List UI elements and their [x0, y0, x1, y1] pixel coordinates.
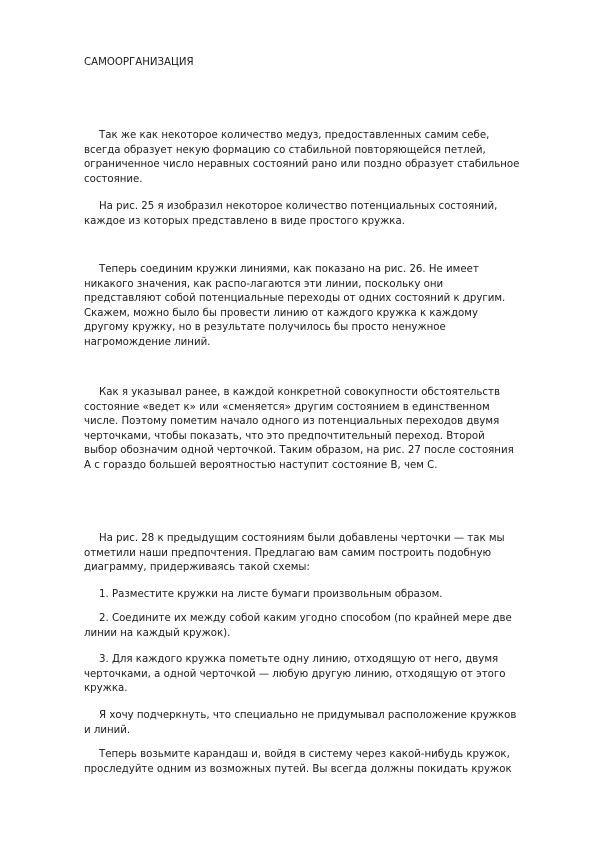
text-line: кружка.	[84, 683, 128, 694]
text-line: На рис. 25 я изобразил некоторое количество потенциальных состояний,	[99, 201, 498, 212]
text-line: Скажем, можно было бы провести линию от каждого кружка к каждому	[84, 307, 478, 319]
text-line: А с гораздо большей вероятностью наступит состояние В, чем С.	[84, 459, 438, 471]
text-line: другому кружку, но в результате получилось бы просто ненужное	[84, 322, 446, 333]
text-line: 3. Для каждого кружка пометьте одну линию, отходящую от него, двумя	[99, 654, 499, 665]
list-item-3	[84, 653, 554, 697]
text-line: ограниченное число неравных состояний рано или поздно образует стабильное	[84, 159, 520, 170]
text-line: каждое из которых представлено в виде простого кружка.	[84, 215, 405, 227]
paragraph-6	[84, 709, 554, 738]
text-line: Теперь возьмите карандаш и, войдя в систему через какой-нибудь кружок,	[99, 749, 510, 760]
text-line: Так же как некоторое количество медуз, предоставленных самим себе,	[99, 130, 490, 141]
document-title: САМООРГАНИЗАЦИЯ	[84, 57, 194, 68]
paragraph-5	[84, 532, 554, 576]
text-line: состояние «ведет к» или «сменяется» другим состоянием в единственном	[84, 401, 490, 413]
text-line: черточками, а одной черточкой — любую другую линию, отходящую от этого	[84, 668, 506, 680]
text-line: отметили наши предпочтения. Предлагаю вам самим построить подобную	[84, 547, 492, 559]
text-line: нагромождение линий.	[84, 336, 211, 348]
text-line: диаграмму, придерживаясь такой схемы:	[84, 562, 310, 573]
paragraph-1	[84, 129, 554, 187]
text-line: На рис. 28 к предыдущим состояниям были добавлены черточки — так мы	[99, 533, 505, 544]
text-line: выбор обозначим одной черточкой. Таким образом, на рис. 27 после состояния	[84, 445, 514, 456]
text-line: 2. Соедините их между собой каким угодно способом (по крайней мере две	[99, 613, 512, 624]
text-line: черточками, чтобы показать, что это предпочтительный переход. Второй	[84, 430, 485, 442]
text-line: Теперь соединим кружки линиями, как показано на рис. 26. Не имеет	[99, 264, 479, 275]
text-line: проследуйте одним из возможных путей. Вы всегда должны покидать кружок	[84, 763, 512, 775]
text-line: всегда образует некую формацию со стабильной повторяющейся петлей,	[84, 144, 486, 156]
text-line: состояние.	[84, 173, 143, 185]
text-line: Я хочу подчеркнуть, что специально не придумывал расположение кружков	[99, 710, 517, 721]
text-line: числе. Поэтому пометим начало одного из потенциальных переходов двумя	[84, 416, 500, 427]
text-line: линии на каждый кружок).	[84, 627, 231, 639]
text-line: Как я указывал ранее, в каждой конкретной совокупности обстоятельств	[99, 387, 500, 398]
paragraph-4	[84, 386, 554, 473]
paragraph-2	[84, 200, 554, 229]
text-line: 1. Разместите кружки на листе бумаги произвольным образом.	[99, 589, 443, 600]
text-line: и линий.	[84, 724, 131, 736]
text-line: представляют собой потенциальные переходы от одних состояний к другим.	[84, 293, 506, 304]
text-line: никакого значения, как распо-лагаются эти линии, поскольку они	[84, 278, 444, 290]
list-item-1	[84, 588, 554, 603]
paragraph-7	[84, 748, 554, 777]
paragraph-3	[84, 263, 554, 350]
list-item-2	[84, 612, 554, 641]
